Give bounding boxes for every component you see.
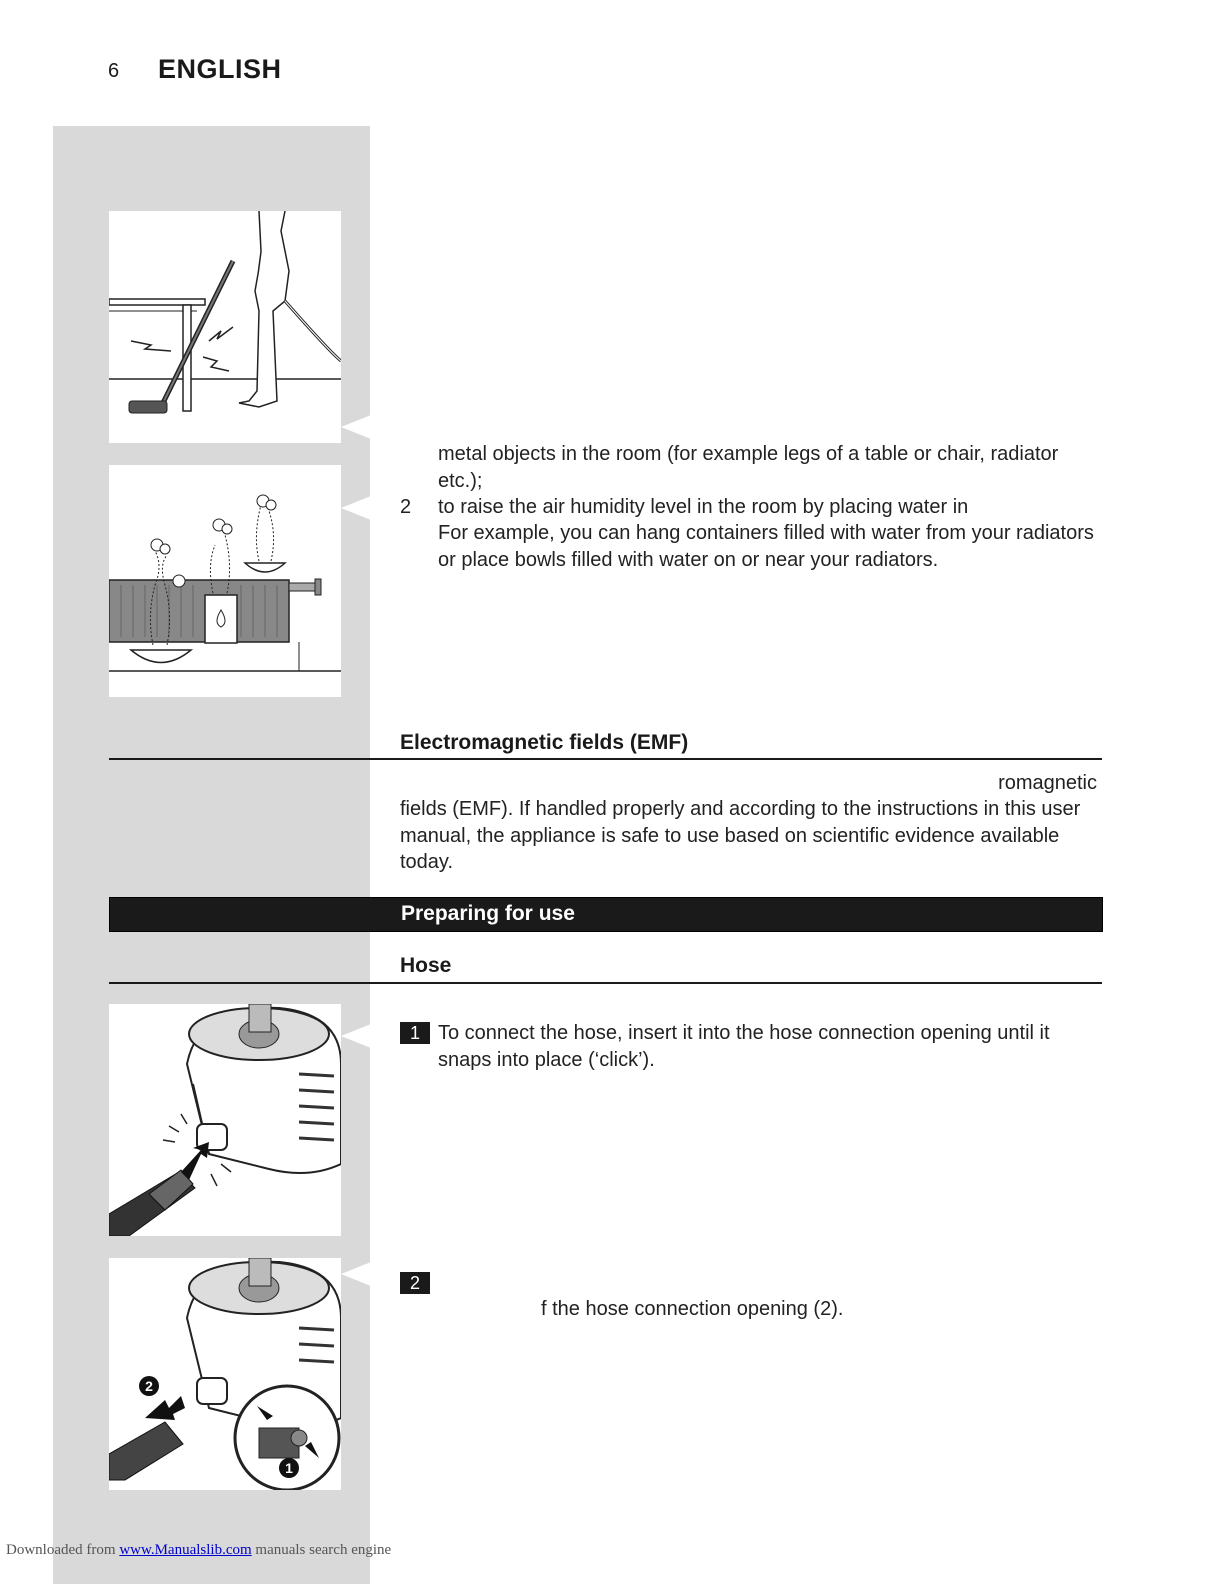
section-rule — [109, 758, 1102, 760]
static-vacuum-illustration — [109, 211, 341, 443]
hose-heading: Hose — [400, 954, 452, 977]
step-2-number: 2 — [400, 1272, 430, 1294]
list-item-1-text: metal objects in the room (for example legs of a table or chair, radiator etc.); — [438, 443, 1059, 492]
figure-pointer — [341, 1024, 371, 1048]
step-1-badge — [400, 1022, 430, 1044]
footer-suffix: manuals search engine — [255, 1542, 392, 1558]
fig4-callout-2: 2 — [145, 1378, 153, 1394]
preparing-for-use-banner — [109, 897, 1103, 932]
step-1-number: 1 — [400, 1022, 430, 1044]
figure-pointer — [341, 415, 371, 439]
step-1-text: To connect the hose, insert it into the hose connection opening until it snaps into place (‘click’). — [438, 1022, 1050, 1071]
emf-heading: Electromagnetic fields (EMF) — [400, 731, 689, 754]
radiator-humidity-illustration — [109, 465, 341, 697]
figure-pointer — [341, 1262, 371, 1286]
section-rule — [109, 982, 1102, 984]
hose-release-illustration — [109, 1258, 341, 1490]
language-title: ENGLISH — [158, 54, 282, 84]
emf-partial-line: romagnetic — [998, 772, 1097, 794]
list-item-2-text: to raise the air humidity level in the room by placing water in — [438, 496, 969, 518]
preparing-heading: Preparing for use — [401, 902, 575, 925]
page-number: 6 — [108, 60, 120, 82]
step-2-text: f the hose connection opening (2). — [541, 1298, 844, 1320]
manualslib-link[interactable]: www.Manualslib.com — [119, 1542, 252, 1558]
list-item-2-number: 2 — [400, 496, 412, 518]
footer-prefix: Downloaded from — [6, 1542, 116, 1558]
figure-pointer — [341, 496, 371, 520]
download-footer — [6, 1542, 391, 1559]
list-item-2-extra: For example, you can hang containers filled with water from your radiators or place bowls filled with water on or near your radiators. — [438, 522, 1094, 571]
fig4-callout-1: 1 — [285, 1460, 293, 1476]
hose-connect-illustration — [109, 1004, 341, 1236]
step-2-badge — [400, 1272, 430, 1294]
emf-text: fields (EMF). If handled properly and according to the instructions in this user manual, the appliance is safe to use based on scientific evidence available today. — [400, 798, 1081, 873]
